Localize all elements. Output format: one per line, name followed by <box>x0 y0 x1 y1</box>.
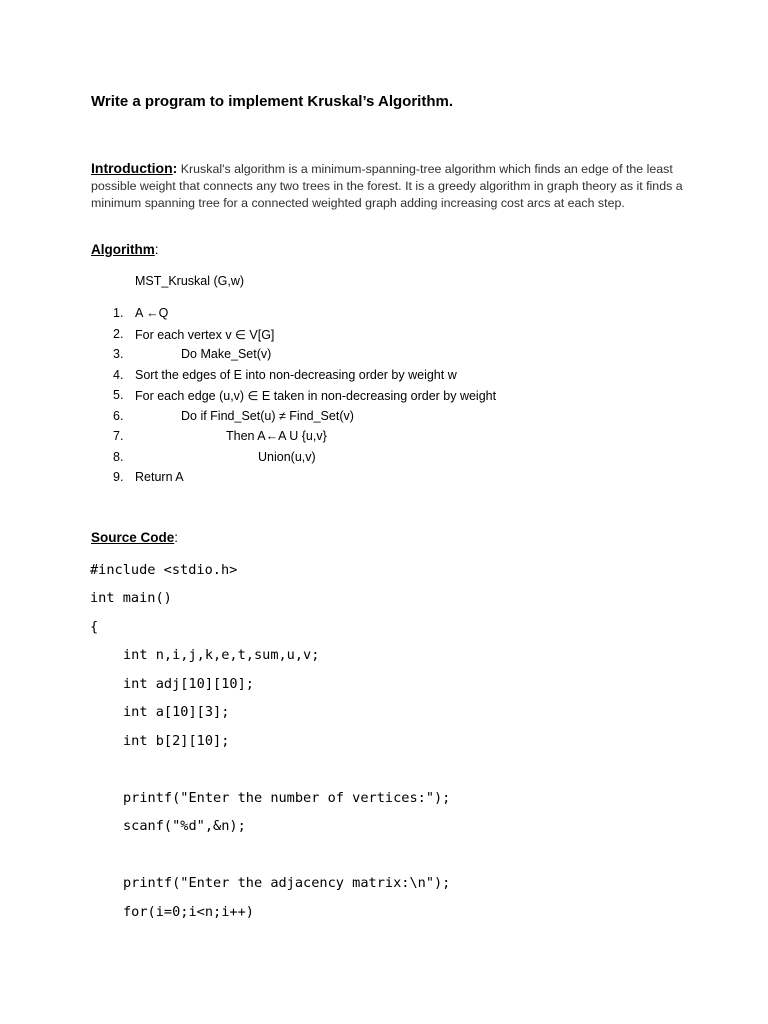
introduction-paragraph <box>91 160 691 212</box>
step-number: 3. <box>113 347 124 361</box>
step-text: Return A <box>135 470 184 484</box>
step-number: 4. <box>113 368 124 382</box>
code-line: int n,i,j,k,e,t,sum,u,v; <box>123 647 320 663</box>
step-text: Do Make_Set(v) <box>181 347 272 361</box>
code-line: { <box>90 619 99 635</box>
code-line: int a[10][3]; <box>123 704 230 720</box>
code-line: int main() <box>90 590 172 606</box>
step-number: 6. <box>113 409 124 423</box>
step-text: Union(u,v) <box>258 450 316 464</box>
code-line: printf("Enter the number of vertices:"); <box>123 790 451 806</box>
code-line: for(i=0;i<n;i++) <box>123 904 254 920</box>
step-text: For each edge (u,v) ∈ E taken in non-decreasing order by weight <box>135 389 497 403</box>
code-line: #include <stdio.h> <box>90 562 238 578</box>
introduction-text: Kruskal's algorithm is a minimum-spanning-tree algorithm which finds an edge of the least possible weight that connects any two trees in the forest. It is a greedy algorithm in graph theory as it finds a minimum spanning tree for a connected weighted graph adding increasing cost arcs at each step. <box>91 162 683 210</box>
algorithm-heading-colon: : <box>154 242 159 257</box>
introduction-colon: : <box>172 160 178 176</box>
code-line: int b[2][10]; <box>123 733 230 749</box>
step-text: Then A←A U {u,v} <box>226 429 327 443</box>
source-code-heading-label: Source Code <box>91 530 175 545</box>
source-code-heading <box>91 530 178 545</box>
step-number: 8. <box>113 450 124 464</box>
step-text: For each vertex v ∈ V[G] <box>135 328 275 342</box>
code-line: scanf("%d",&n); <box>123 818 246 834</box>
step-number: 9. <box>113 470 124 484</box>
source-code-heading-colon: : <box>174 530 179 545</box>
step-number: 1. <box>113 306 124 320</box>
step-text: Do if Find_Set(u) ≠ Find_Set(v) <box>181 409 354 423</box>
step-number: 2. <box>113 327 124 341</box>
algorithm-heading <box>91 242 159 257</box>
introduction-label: Introduction <box>91 160 173 176</box>
algorithm-heading-label: Algorithm <box>91 242 155 257</box>
step-text: Sort the edges of E into non-decreasing order by weight w <box>135 368 457 382</box>
step-number: 5. <box>113 388 124 402</box>
document-title: Write a program to implement Kruskal’s Algorithm. <box>91 93 454 110</box>
step-text: A ←Q <box>135 306 169 320</box>
code-line: int adj[10][10]; <box>123 676 254 692</box>
code-line: printf("Enter the adjacency matrix:\n"); <box>123 875 451 891</box>
step-number: 7. <box>113 429 124 443</box>
algorithm-signature: MST_Kruskal (G,w) <box>135 274 245 288</box>
